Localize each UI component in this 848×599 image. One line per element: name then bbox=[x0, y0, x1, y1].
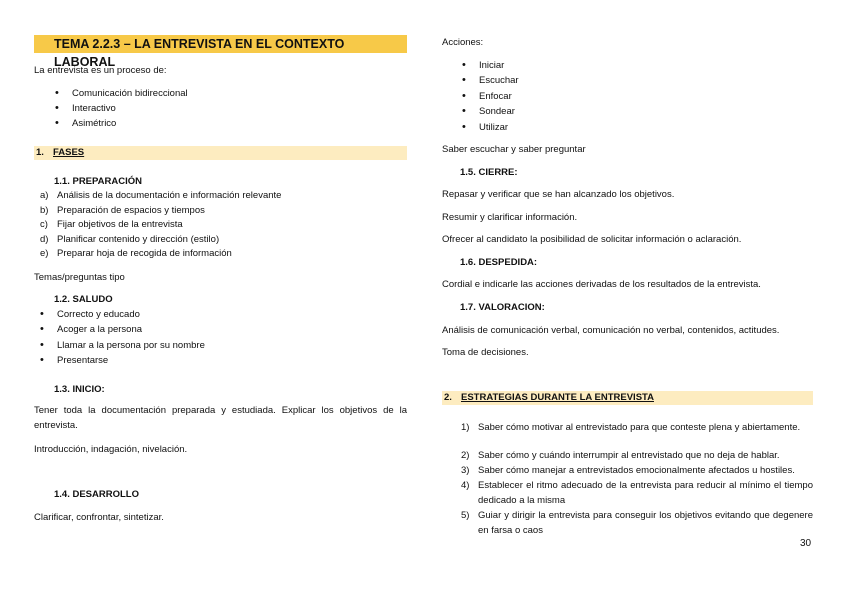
section-fases bbox=[34, 146, 407, 160]
estrategia-number: 3) bbox=[461, 465, 470, 476]
saludo-item: • Acoger a la persona bbox=[57, 324, 142, 335]
preparacion-letter: a) bbox=[40, 190, 49, 201]
preparacion-item: Análisis de la documentación e información relevante bbox=[57, 190, 282, 201]
inicio-text: Tener toda la documentación preparada y estudiada. Explicar los objetivos de la entrevista. bbox=[34, 405, 407, 431]
estrategia-number: 5) bbox=[461, 510, 470, 521]
section-number: 1. bbox=[36, 147, 44, 158]
estrategia-text: Establecer el ritmo adecuado de la entrevista para reducir al mínimo el tiempo dedicado a la misma bbox=[478, 480, 813, 506]
page-title: TEMA 2.2.3 – LA ENTREVISTA EN EL CONTEXTO LABORAL bbox=[34, 35, 407, 53]
estrategia-text: Saber cómo manejar a entrevistados emocionalmente afectados u hostiles. bbox=[478, 465, 795, 476]
estrategia-text: Guiar y dirigir la entrevista para conseguir los objetivos evitando que degenere en farsa o caos bbox=[478, 510, 813, 536]
preparacion-item: Fijar objetivos de la entrevista bbox=[57, 219, 183, 230]
saludo-item: • Llamar a la persona por su nombre bbox=[57, 340, 205, 351]
saber-text: Saber escuchar y saber preguntar bbox=[442, 144, 586, 155]
section-number: 2. bbox=[444, 392, 452, 403]
estrategia-number: 4) bbox=[461, 480, 470, 491]
estrategia-item bbox=[461, 479, 813, 508]
despedida-heading: 1.6. DESPEDIDA: bbox=[460, 257, 538, 268]
despedida-text: Cordial e indicarle las acciones derivadas de los resultados de la entrevista. bbox=[442, 279, 761, 290]
saludo-heading: 1.2. SALUDO bbox=[54, 294, 113, 305]
estrategia-item bbox=[461, 421, 813, 436]
preparacion-letter: b) bbox=[40, 205, 49, 216]
preparacion-item: Preparación de espacios y tiempos bbox=[57, 205, 205, 216]
desarrollo-heading: 1.4. DESARROLLO bbox=[54, 489, 139, 500]
estrategia-item bbox=[461, 465, 795, 476]
page-number: 30 bbox=[800, 538, 812, 549]
cierre-line: Resumir y clarificar información. bbox=[442, 212, 578, 223]
desarrollo-text: Clarificar, confrontar, sintetizar. bbox=[34, 512, 164, 523]
saludo-item: • Presentarse bbox=[57, 355, 108, 366]
preparacion-letter: d) bbox=[40, 234, 49, 245]
inicio-heading: 1.3. INICIO: bbox=[54, 384, 105, 395]
estrategia-item bbox=[461, 450, 780, 461]
estrategia-number: 2) bbox=[461, 450, 470, 461]
acciones-item: • Escuchar bbox=[479, 75, 519, 86]
cierre-line: Ofrecer al candidato la posibilidad de solicitar información o aclaración. bbox=[442, 234, 742, 245]
acciones-item: • Sondear bbox=[479, 106, 515, 117]
valoracion-heading: 1.7. VALORACION: bbox=[460, 302, 545, 313]
cierre-line: Repasar y verificar que se han alcanzado los objetivos. bbox=[442, 189, 675, 200]
acciones-text: Acciones: bbox=[442, 37, 484, 48]
temas-text: Temas/preguntas tipo bbox=[34, 272, 125, 283]
acciones-item: • Utilizar bbox=[479, 122, 508, 133]
preparacion-item: Planificar contenido y dirección (estilo) bbox=[57, 234, 220, 245]
intro-item: • Interactivo bbox=[72, 103, 116, 114]
preparacion-letter: c) bbox=[40, 219, 48, 230]
section-estrategias bbox=[442, 391, 813, 405]
acciones-item: • Enfocar bbox=[479, 91, 512, 102]
valoracion-line: Análisis de comunicación verbal, comunicación no verbal, contenidos, actitudes. bbox=[442, 325, 780, 336]
preparacion-item: Preparar hoja de recogida de información bbox=[57, 248, 232, 259]
inicio-text-2: Introducción, indagación, nivelación. bbox=[34, 444, 188, 455]
estrategia-number: 1) bbox=[461, 422, 470, 433]
intro-text: La entrevista es un proceso de: bbox=[34, 65, 167, 76]
estrategia-item bbox=[461, 509, 813, 538]
preparacion-heading: 1.1. PREPARACIÓN bbox=[54, 176, 142, 187]
section-label: ESTRATEGIAS DURANTE LA ENTREVISTA bbox=[461, 392, 654, 403]
section-label: FASES bbox=[53, 147, 85, 158]
saludo-item: • Correcto y educado bbox=[57, 309, 140, 320]
estrategia-text: Saber cómo motivar al entrevistado para que conteste plena y abiertamente. bbox=[478, 422, 801, 433]
preparacion-letter: e) bbox=[40, 248, 49, 259]
intro-item: • Comunicación bidireccional bbox=[72, 88, 188, 99]
valoracion-line: Toma de decisiones. bbox=[442, 347, 529, 358]
estrategia-text: Saber cómo y cuándo interrumpir al entrevistado que no deja de hablar. bbox=[478, 450, 780, 461]
intro-item: • Asimétrico bbox=[72, 118, 116, 129]
cierre-heading: 1.5. CIERRE: bbox=[460, 167, 518, 178]
acciones-item: • Iniciar bbox=[479, 60, 504, 71]
